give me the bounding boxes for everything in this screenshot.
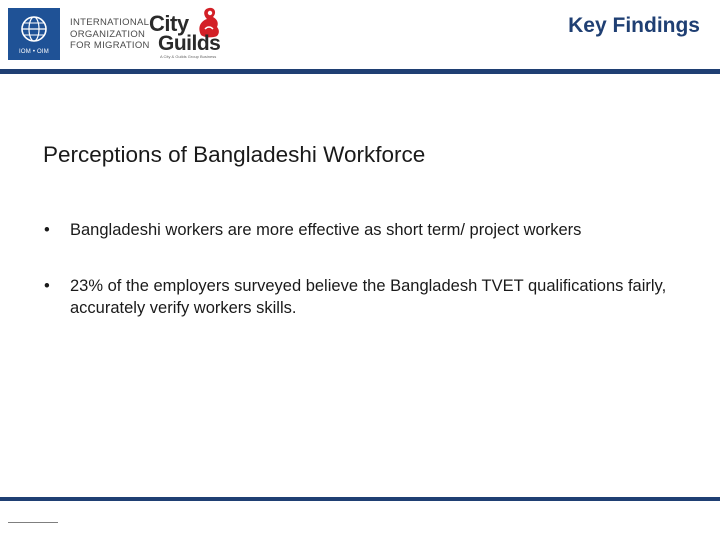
- city-guilds-guilds-text: Guilds: [158, 32, 221, 55]
- globe-icon: [19, 14, 49, 44]
- iom-sub-label: IOM • OIM: [19, 49, 49, 55]
- bullet-item: [44, 275, 694, 319]
- iom-logo: [8, 8, 60, 60]
- iom-organization-name: [70, 17, 150, 52]
- iom-name-line: FOR MIGRATION: [70, 40, 150, 51]
- iom-name-line: ORGANIZATION: [70, 28, 146, 40]
- city-guilds-tagline: A City & Guilds Group Business: [160, 54, 217, 59]
- iom-name-line: INTERNATIONAL: [70, 17, 150, 28]
- bullet-list: [44, 219, 694, 353]
- city-guilds-city-text: City: [149, 11, 189, 36]
- bullet-item: [44, 219, 694, 241]
- bullet-text: 23% of the employers surveyed believe the Bangladesh TVET qualifications fairly, accurately verify workers skills.: [70, 277, 667, 317]
- header-divider: [0, 69, 720, 74]
- slide-header: [0, 0, 720, 70]
- footer-divider: [0, 497, 720, 501]
- section-title: Key Findings: [568, 14, 700, 37]
- bullet-marker: •: [44, 277, 50, 295]
- bullet-text: Bangladeshi workers are more effective as short term/ project workers: [70, 221, 582, 239]
- bullet-marker: •: [44, 221, 50, 239]
- slide-title: Perceptions of Bangladeshi Workforce: [43, 142, 426, 167]
- footer-small-line: [8, 522, 58, 523]
